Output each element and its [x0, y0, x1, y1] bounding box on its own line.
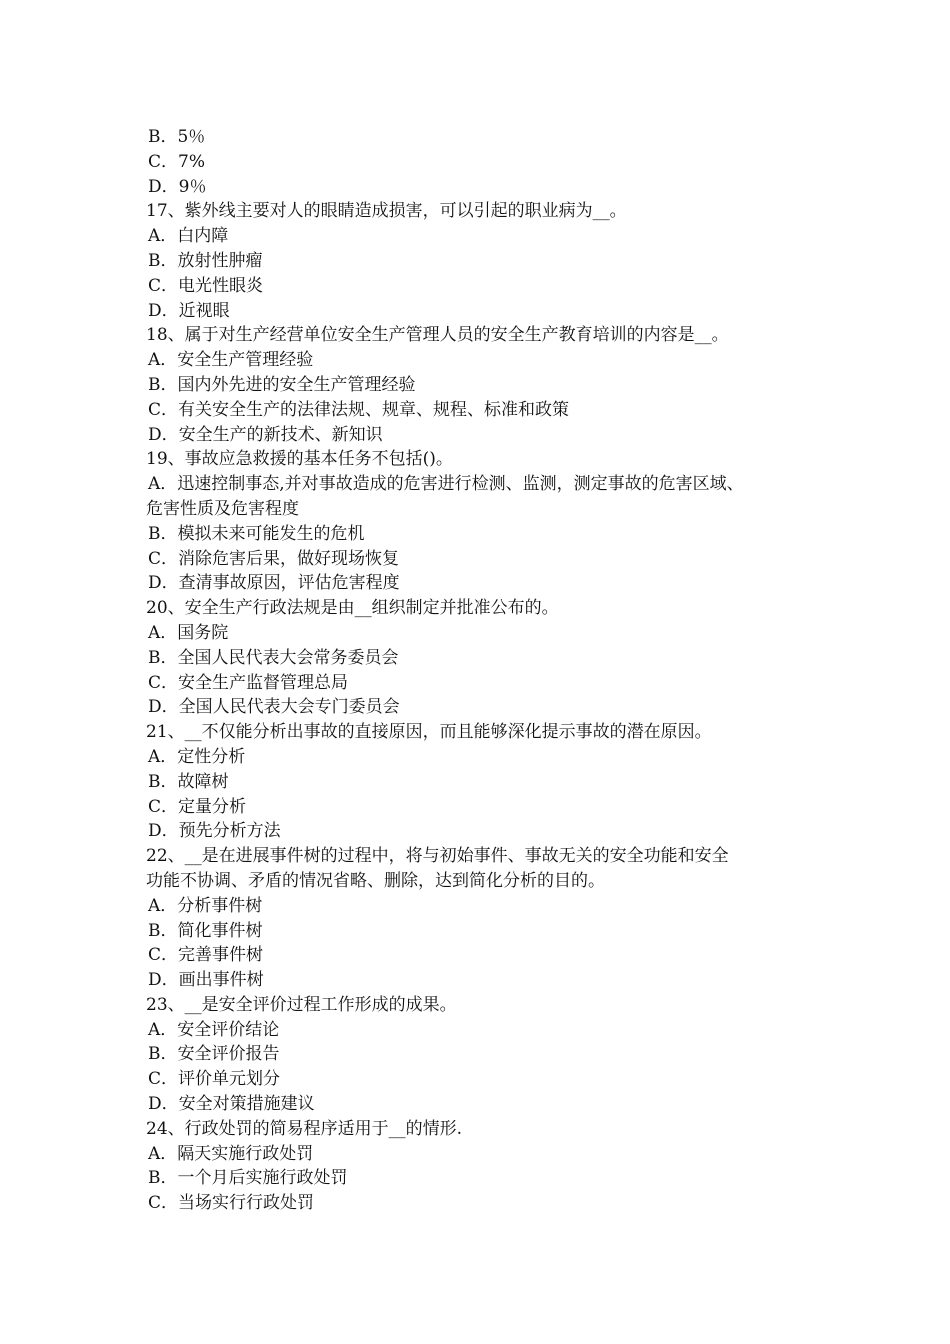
- question-line: 21、__不仅能分析出事故的直接原因，而且能够深化提示事故的潜在原因。: [146, 722, 712, 743]
- option-line: B．放射性肿瘤: [148, 250, 263, 271]
- continuation-line: 危害性质及危害程度: [146, 498, 299, 519]
- option-line: D．近视眼: [148, 300, 230, 321]
- option-line: B．故障树: [148, 771, 229, 792]
- option-line: D．全国人民代表大会专门委员会: [148, 697, 400, 718]
- option-line: D．9％: [148, 176, 207, 197]
- option-line: A．白内障: [148, 226, 229, 247]
- option-line: B．安全评价报告: [148, 1044, 280, 1065]
- option-line: C．有关安全生产的法律法规、规章、规程、标准和政策: [148, 399, 570, 420]
- question-line: 24、行政处罚的简易程序适用于__的情形.: [146, 1118, 463, 1139]
- question-line: 19、事故应急救援的基本任务不包括()。: [146, 449, 453, 470]
- option-line: C．当场实行行政处罚: [148, 1193, 315, 1214]
- option-line: A．分析事件树: [148, 895, 263, 916]
- option-line: D．安全对策措施建议: [148, 1094, 315, 1115]
- option-line: A．国务院: [148, 622, 229, 643]
- document-page: [146, 125, 826, 1216]
- option-line: C．完善事件树: [148, 945, 264, 966]
- question-line: 20、安全生产行政法规是由__组织制定并批准公布的。: [146, 598, 559, 619]
- option-line: C．评价单元划分: [148, 1069, 281, 1090]
- option-line: B．模拟未来可能发生的危机: [148, 523, 365, 544]
- option-line: D．预先分析方法: [148, 821, 281, 842]
- option-line: D．画出事件树: [148, 970, 264, 991]
- option-line: B．一个月后实施行政处罚: [148, 1168, 348, 1189]
- option-line: B．简化事件树: [148, 920, 263, 941]
- option-line: C．安全生产监督管理总局: [148, 672, 349, 693]
- option-line: B．5％: [148, 127, 206, 147]
- option-line: B．国内外先进的安全生产管理经验: [148, 374, 416, 395]
- option-line: D．安全生产的新技术、新知识: [148, 424, 383, 445]
- option-line: A．隔天实施行政处罚: [148, 1143, 314, 1164]
- option-line: A．迅速控制事态,并对事故造成的危害进行检测、监测，测定事故的危害区域、: [148, 474, 744, 495]
- option-line: A．安全生产管理经验: [148, 350, 314, 371]
- option-line: A．定性分析: [148, 746, 246, 767]
- option-line: C．电光性眼炎: [148, 275, 264, 296]
- option-line: C．7%: [148, 151, 205, 172]
- continuation-line: 功能不协调、矛盾的情况省略、删除，达到简化分析的目的。: [146, 870, 605, 891]
- option-line: B．全国人民代表大会常务委员会: [148, 647, 399, 668]
- question-line: 22、__是在进展事件树的过程中，将与初始事件、事故无关的安全功能和安全: [146, 846, 729, 867]
- option-line: D．查清事故原因，评估危害程度: [148, 573, 400, 594]
- question-line: 18、属于对生产经营单位安全生产管理人员的安全生产教育培训的内容是__。: [146, 325, 729, 346]
- option-line: C．消除危害后果，做好现场恢复: [148, 548, 400, 569]
- option-line: C．定量分析: [148, 796, 247, 817]
- question-line: 17、紫外线主要对人的眼睛造成损害，可以引起的职业病为__。: [146, 201, 627, 222]
- question-line: 23、__是安全评价过程工作形成的成果。: [146, 994, 457, 1015]
- option-line: A．安全评价结论: [148, 1019, 280, 1040]
